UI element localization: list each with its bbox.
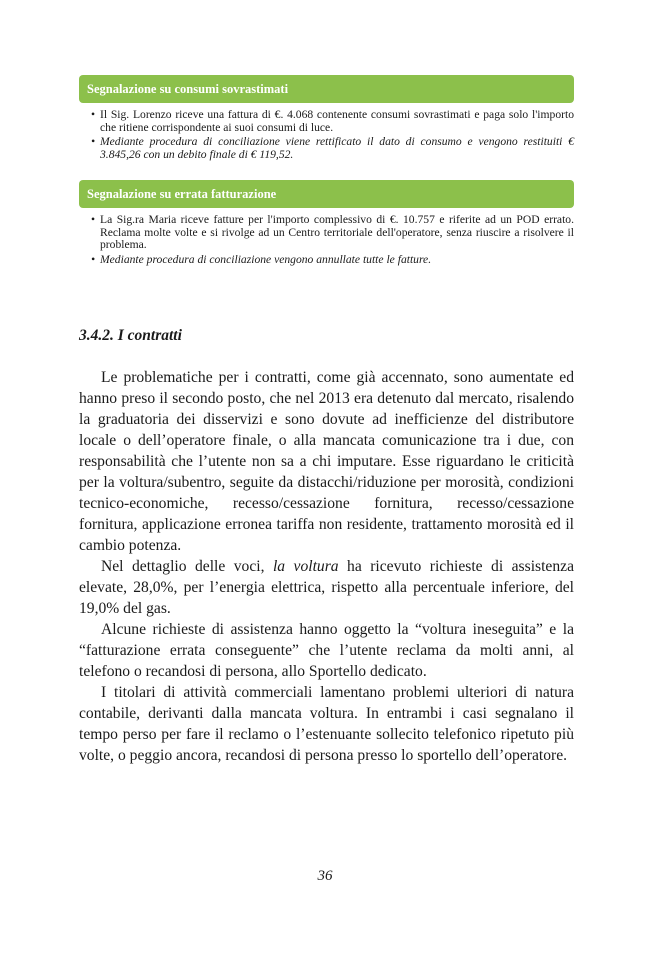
emphasis: la voltura bbox=[272, 558, 339, 575]
box-title: Segnalazione su consumi sovrastimati bbox=[79, 75, 574, 103]
list-item: • Il Sig. Lorenzo riceve una fattura di €. 4.068 contenente consumi sovrastimati e paga solo l'importo che ritiene corrispondente ai suoi consumi di luce. bbox=[91, 109, 574, 134]
text-run: Alcune richieste di assistenza hanno oggetto la “voltura ineseguita” e la “fatturazione errata conseguente” che l’utente reclama da molti anni, al telefono o recandosi di persona, allo Sportello dedicato. bbox=[79, 621, 574, 680]
box-errata-fatturazione bbox=[79, 180, 574, 268]
paragraph bbox=[79, 682, 574, 766]
text-run: I titolari di attività commerciali lamentano problemi ulteriori di natura contabile, derivanti dalla mancata voltura. In entrambi i casi segnalano il tempo perso per fare il reclamo o l’estenuante sollecito telefonico ripetuto più volte, o peggio ancora, recandosi di persona presso lo sportello dell’operatore. bbox=[79, 684, 574, 764]
box-title: Segnalazione su errata fatturazione bbox=[79, 180, 574, 208]
text-run: Le problematiche per i contratti, come già accennato, sono aumentate ed hanno preso il secondo posto, che nel 2013 era detenuto dal mercato, risalendo la graduatoria dei disservizi e sono dovute ad inefficienze del distributore locale o dell’operatore finale, o alla mancata comunicazione tra i due, con responsabilità che l’utente non sa a chi imputare. Esse riguardano le criticità per la voltura/subentro, seguite da distacchi/riduzione per morosità, condizioni tecnico-economiche, recesso/cessazione fornitura, recesso/cessazione fornitura, applicazione erronea tariffa non residente, trattamento morosità ed il cambio potenza. bbox=[79, 369, 574, 554]
box-list bbox=[79, 109, 574, 161]
section-heading: 3.4.2. I contratti bbox=[79, 327, 182, 344]
paragraph bbox=[79, 556, 574, 619]
paragraph bbox=[79, 619, 574, 682]
body-text bbox=[79, 367, 574, 766]
list-item: • La Sig.ra Maria riceve fatture per l'importo complessivo di €. 10.757 e riferite ad un POD errato. Reclama molte volte e si rivolge ad un Centro territoriale dell'operatore, senza riuscire a risolvere il problema. bbox=[91, 214, 574, 252]
paragraph bbox=[79, 367, 574, 556]
list-item: • Mediante procedura di conciliazione vengono annullate tutte le fatture. bbox=[91, 254, 574, 267]
text-run: Nel dettaglio delle voci, bbox=[101, 558, 273, 575]
text-run: ha ricevuto richieste di assistenza elevate, 28,0%, per l’energia elettrica, rispetto alla percentuale inferiore, del 19,0% del gas. bbox=[79, 558, 574, 617]
list-item: • Mediante procedura di conciliazione viene rettificato il dato di consumo e vengono restituiti € 3.845,26 con un debito finale di € 119,52. bbox=[91, 136, 574, 161]
box-consumi-sovrastimati bbox=[79, 75, 574, 163]
page-number: 36 bbox=[317, 868, 333, 884]
box-list bbox=[79, 214, 574, 266]
